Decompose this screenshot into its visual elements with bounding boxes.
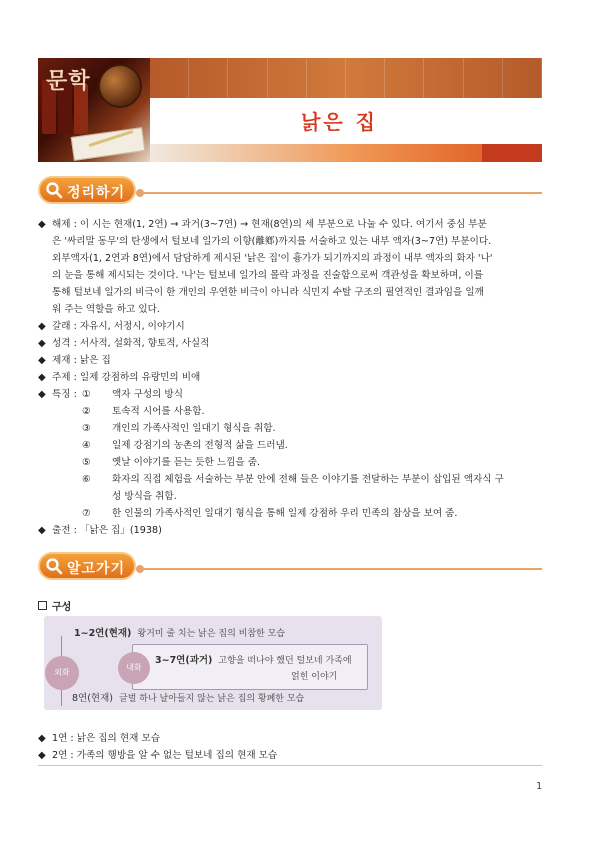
haeje-line: 통해 털보네 일가의 비극이 한 개인의 우연한 비극이 아니라 식민지 수탈 구조의 필연적인 결과임을 일깨	[52, 287, 484, 298]
footer-rule	[38, 765, 542, 766]
section-heading-summary	[38, 176, 542, 206]
feature-item: ⑥ 화자의 직접 체험을 서술하는 부분 안에 전해 들은 이야기를 전달하는 부분이 삽입된 액자식 구	[82, 474, 504, 485]
notes-block	[38, 730, 542, 764]
haeje-line: 해제 : 이 시는 현재(1, 2연) → 과거(3~7연) → 현재(8연)의 세 부분으로 나눌 수 있다. 여기서 중심 부분	[52, 219, 487, 230]
section-title: 알고가기	[67, 561, 126, 577]
diamond-bullet-icon: ◆	[38, 338, 46, 349]
summary-item	[38, 318, 542, 335]
stage-2-cont: 얽힌 이야기	[291, 672, 338, 682]
character-text: 성격 : 서사적, 설화적, 향토적, 사실적	[52, 338, 210, 349]
stage-1: 1~2연(현재) 왕거미 줄 치는 낡은 집의 비참한 모습	[74, 628, 285, 639]
structure-diagram	[44, 616, 382, 710]
genre-text: 갈래 : 자유시, 서정시, 이야기시	[52, 321, 185, 332]
magnifier-icon	[45, 181, 63, 199]
feature-item: ④ 일제 강점기의 농촌의 전형적 삶을 드러냄.	[82, 440, 288, 451]
feature-item: ③ 개인의 가족사적인 일대기 형식을 취함.	[82, 423, 276, 434]
section-pill	[38, 176, 136, 204]
section-rule	[136, 192, 542, 194]
subject-label: 문학	[46, 69, 91, 94]
note-item: ◆ 1연 : 낡은 집의 현재 모습	[38, 730, 542, 747]
inner-frame-box	[132, 644, 368, 690]
diamond-bullet-icon: ◆	[38, 750, 46, 761]
structure-label: 구성	[38, 598, 71, 613]
haeje-line: 워 주는 역할을 하고 있다.	[52, 304, 160, 315]
features-label: 특징 :	[52, 389, 77, 400]
diamond-bullet-icon: ◆	[38, 355, 46, 366]
magnifier-icon	[45, 557, 63, 575]
source-item	[38, 522, 542, 539]
haeje-line: 외부액자(1, 2연과 8연)에서 담담하게 제시된 '낡은 집'이 흉가가 되기까지의 과정이 내부 액자의 화자 '나'	[52, 253, 493, 264]
section-title: 정리하기	[67, 185, 126, 201]
summary-item	[38, 369, 542, 386]
header-banner	[38, 58, 542, 162]
theme-text: 주제 : 일제 강점하의 유랑민의 비애	[52, 372, 201, 383]
banner-stripe	[150, 58, 542, 98]
source-text: 출전 : 「낡은 집」(1938)	[52, 525, 162, 536]
stage-3: 8연(현재) 글벌 하나 날아들지 않는 낡은 집의 황폐한 모습	[72, 693, 305, 704]
haeje-item	[38, 216, 542, 318]
square-bullet-icon	[38, 601, 47, 610]
books-globe-photo	[38, 58, 150, 162]
section-pill	[38, 552, 136, 580]
feature-item-continued: 성 방식을 취함.	[112, 491, 177, 502]
features-item	[38, 386, 542, 522]
section-rule	[136, 568, 542, 570]
summary-item	[38, 352, 542, 369]
diamond-bullet-icon: ◆	[38, 321, 46, 332]
banner-footer-stripe	[150, 144, 542, 162]
feature-item: ① 액자 구성의 방식	[82, 389, 183, 400]
diamond-bullet-icon: ◆	[38, 372, 46, 383]
features-list	[82, 386, 542, 522]
outer-story-badge: 외화	[45, 656, 79, 690]
feature-item: ⑦ 한 인물의 가족사적인 일대기 형식을 통해 일제 강점하 우리 민족의 참상을 보여 줌.	[82, 508, 458, 519]
banner-body	[150, 98, 542, 144]
globe-icon	[98, 64, 142, 108]
diamond-bullet-icon: ◆	[38, 219, 46, 230]
inner-story-badge: 내화	[118, 652, 150, 684]
section-heading-know	[38, 552, 542, 582]
haeje-line: 의 눈을 통해 제시되는 것이다. '나'는 털보네 일가의 몰락 과정을 진술함으로써 객관성을 확보하며, 이를	[52, 270, 483, 281]
page-title: 낡은 집	[301, 110, 378, 134]
haeje-line: 은 '싸리말 동무'의 탄생에서 털보네 일가의 이향(離鄕)까지를 서술하고 있는 내부 액자(3~7연) 부분이다.	[52, 236, 492, 247]
feature-item: ⑤ 옛날 이야기를 듣는 듯한 느낌을 줌.	[82, 457, 261, 468]
summary-block	[38, 216, 542, 539]
page-number: 1	[536, 781, 543, 792]
subject-text: 제재 : 낡은 집	[52, 355, 111, 366]
diamond-bullet-icon: ◆	[38, 525, 46, 536]
diamond-bullet-icon: ◆	[38, 733, 46, 744]
stage-2: 3~7연(과거) 고향을 떠나야 했던 털보네 가족에	[155, 655, 352, 666]
summary-item	[38, 335, 542, 352]
diamond-bullet-icon: ◆	[38, 389, 46, 400]
note-item: ◆ 2연 : 가족의 행방을 알 수 없는 털보네 집의 현재 모습	[38, 747, 542, 764]
feature-item: ② 토속적 시어를 사용함.	[82, 406, 205, 417]
